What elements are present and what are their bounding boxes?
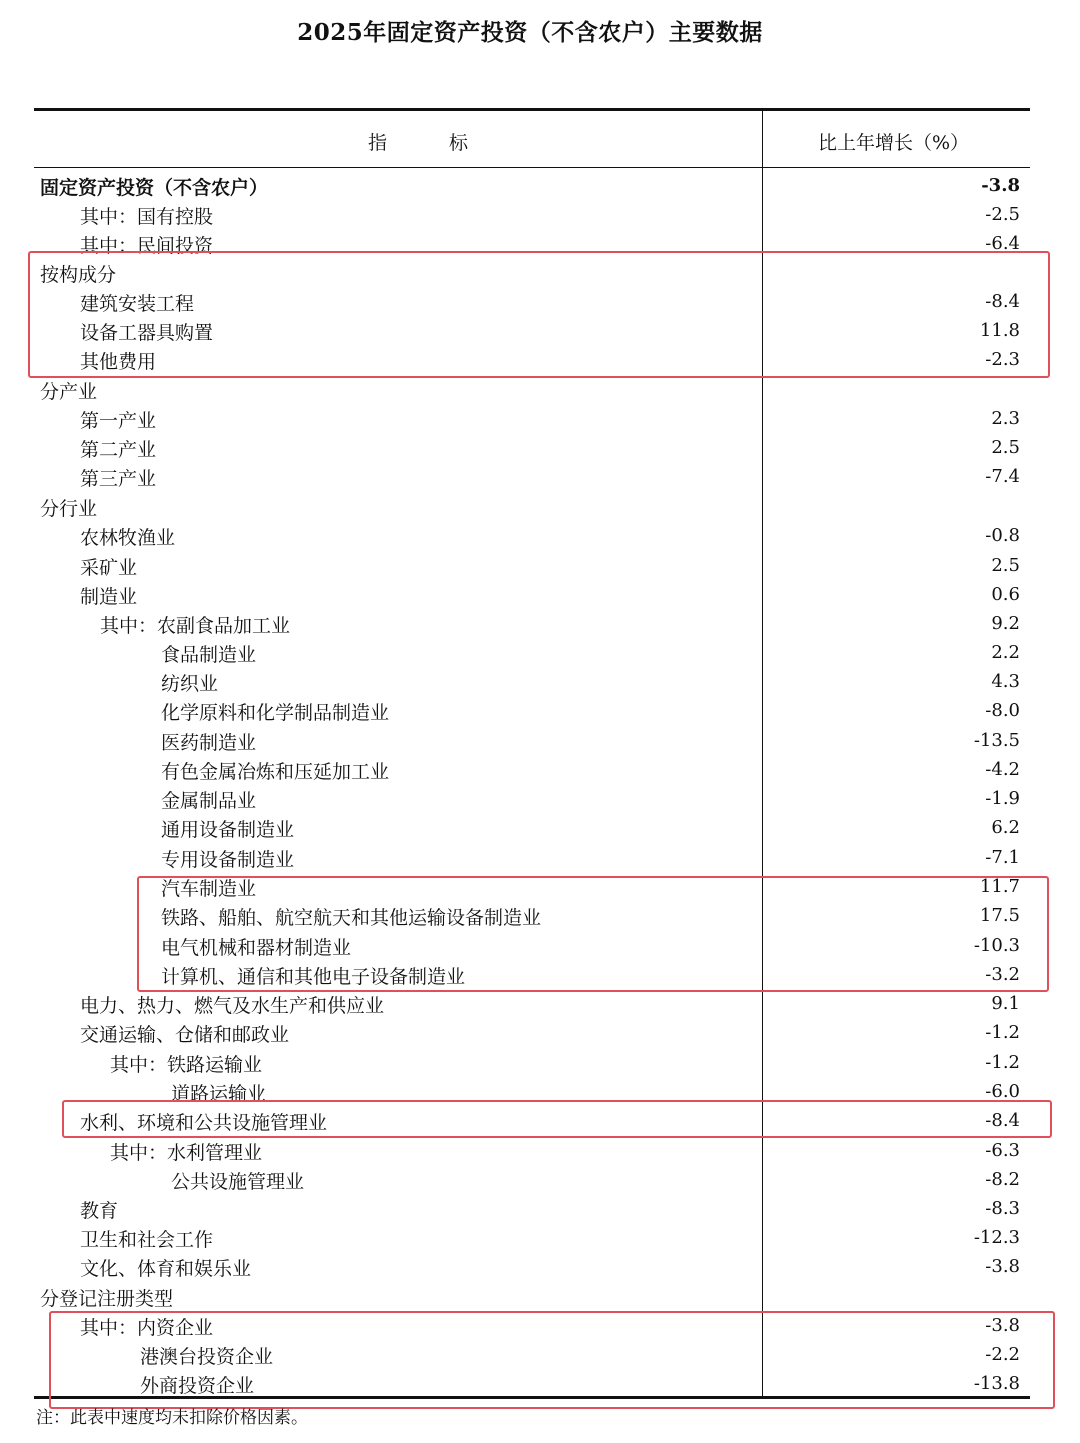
row-label: 其中：国有控股 [80, 206, 214, 228]
table-row [0, 666, 1080, 695]
table-row [0, 842, 1080, 871]
row-value: -8.0 [985, 700, 1020, 721]
table-row [0, 725, 1080, 754]
table-row [0, 608, 1080, 637]
row-value: -1.2 [985, 1052, 1020, 1073]
row-value: 2.2 [991, 642, 1020, 663]
row-label: 通用设备制造业 [161, 819, 295, 841]
row-label: 其中：铁路运输业 [110, 1054, 263, 1076]
row-value: -8.2 [985, 1169, 1020, 1190]
row-label: 采矿业 [80, 557, 138, 579]
row-label: 按构成分 [40, 264, 117, 286]
row-label: 食品制造业 [161, 644, 257, 666]
row-label: 道路运输业 [171, 1083, 267, 1105]
row-label: 文化、体育和娱乐业 [80, 1258, 252, 1280]
table-row [0, 783, 1080, 812]
row-label: 第三产业 [80, 468, 157, 490]
row-label: 制造业 [80, 586, 138, 608]
table-row [0, 461, 1080, 490]
row-value: 2.3 [991, 408, 1020, 429]
row-label: 电力、热力、燃气及水生产和供应业 [80, 995, 385, 1017]
row-label: 其中：民间投资 [80, 235, 214, 257]
row-value: -1.9 [985, 788, 1020, 809]
table-row [0, 1135, 1080, 1164]
highlight-box-registration [49, 1311, 1055, 1409]
table-row [0, 199, 1080, 228]
row-label: 电气机械和器材制造业 [161, 937, 352, 959]
page-title: 2025年固定资产投资（不含农户）主要数据 [297, 19, 763, 46]
row-value: 9.2 [991, 613, 1020, 634]
row-label: 教育 [80, 1200, 119, 1222]
row-value: -7.1 [985, 847, 1020, 868]
row-label: 金属制品业 [161, 790, 257, 812]
row-label: 汽车制造业 [161, 878, 257, 900]
table-row [0, 579, 1080, 608]
row-value: 4.3 [991, 671, 1020, 692]
highlight-box-composition [28, 251, 1050, 378]
row-label: 其中：内资企业 [80, 1317, 214, 1339]
row-label: 分登记注册类型 [40, 1288, 174, 1310]
row-value: -6.3 [985, 1140, 1020, 1161]
table-footnote: 注：此表中速度均未扣除价格因素。 [36, 1408, 308, 1428]
table-row [0, 754, 1080, 783]
row-label: 纺织业 [161, 673, 219, 695]
row-value: -7.4 [985, 466, 1020, 487]
row-label: 卫生和社会工作 [80, 1229, 214, 1251]
table-row [0, 403, 1080, 432]
row-label: 外商投资企业 [140, 1375, 255, 1397]
column-header-indicator: 指 标 [368, 132, 497, 154]
row-value: 0.6 [991, 584, 1020, 605]
table-row [0, 1193, 1080, 1222]
table-row [0, 695, 1080, 724]
row-label: 分行业 [40, 498, 98, 520]
row-label: 计算机、通信和其他电子设备制造业 [161, 966, 466, 988]
row-value: 17.5 [979, 905, 1020, 926]
table-row [0, 1222, 1080, 1251]
row-value: -3.8 [985, 1256, 1020, 1277]
row-label: 设备工器具购置 [80, 322, 214, 344]
table-row [0, 988, 1080, 1017]
row-label: 交通运输、仓储和邮政业 [80, 1024, 290, 1046]
table-row [0, 1281, 1080, 1310]
row-value: -2.5 [985, 204, 1020, 225]
table-header-rule [34, 167, 1030, 168]
table-row [0, 520, 1080, 549]
row-value: 11.8 [979, 320, 1020, 341]
row-value: 9.1 [991, 993, 1020, 1014]
row-label: 有色金属冶炼和压延加工业 [161, 761, 390, 783]
row-label: 其中：农副食品加工业 [100, 615, 291, 637]
row-label: 港澳台投资企业 [140, 1346, 274, 1368]
row-value: -10.3 [973, 935, 1020, 956]
row-value: -0.8 [985, 525, 1020, 546]
table-row [0, 491, 1080, 520]
table-row [0, 1047, 1080, 1076]
row-label: 第一产业 [80, 410, 157, 432]
table-row [0, 812, 1080, 841]
row-value: -3.2 [985, 964, 1020, 985]
table-top-rule [34, 108, 1030, 111]
row-value: -6.4 [985, 233, 1020, 254]
row-value: -3.8 [981, 175, 1020, 196]
table-row [0, 374, 1080, 403]
table-row [0, 1164, 1080, 1193]
row-label: 其他费用 [80, 351, 157, 373]
table-row [0, 1017, 1080, 1046]
row-value: -13.8 [973, 1373, 1020, 1394]
row-label: 农林牧渔业 [80, 527, 176, 549]
row-label: 固定资产投资（不含农户） [40, 177, 269, 199]
row-label: 其中：水利管理业 [110, 1142, 263, 1164]
row-value: -12.3 [973, 1227, 1020, 1248]
row-value: -8.4 [985, 291, 1020, 312]
row-value: -6.0 [985, 1081, 1020, 1102]
row-value: -13.5 [973, 730, 1020, 751]
table-row [0, 550, 1080, 579]
row-value: -4.2 [985, 759, 1020, 780]
row-value: -2.3 [985, 349, 1020, 370]
row-value: 2.5 [991, 555, 1020, 576]
row-value: -2.2 [985, 1344, 1020, 1365]
row-label: 第二产业 [80, 439, 157, 461]
row-label: 化学原料和化学制品制造业 [161, 702, 390, 724]
row-label: 铁路、船舶、航空航天和其他运输设备制造业 [161, 907, 542, 929]
row-label: 医药制造业 [161, 732, 257, 754]
table-row [0, 432, 1080, 461]
row-label: 公共设施管理业 [171, 1171, 305, 1193]
table-row [0, 1251, 1080, 1280]
row-value: 6.2 [991, 817, 1020, 838]
row-label: 分产业 [40, 381, 98, 403]
row-value: 11.7 [979, 876, 1020, 897]
row-label: 水利、环境和公共设施管理业 [80, 1112, 328, 1134]
table-row [0, 637, 1080, 666]
highlight-box-transport-equipment [137, 876, 1049, 992]
row-label: 建筑安装工程 [80, 293, 195, 315]
row-value: -3.8 [985, 1315, 1020, 1336]
row-value: -8.4 [985, 1110, 1020, 1131]
row-value: -8.3 [985, 1198, 1020, 1219]
table-row [0, 170, 1080, 199]
column-header-growth: 比上年增长（%） [818, 132, 970, 154]
row-value: 2.5 [991, 437, 1020, 458]
row-label: 专用设备制造业 [161, 849, 295, 871]
highlight-box-water-environment [62, 1100, 1052, 1138]
row-value: -1.2 [985, 1022, 1020, 1043]
